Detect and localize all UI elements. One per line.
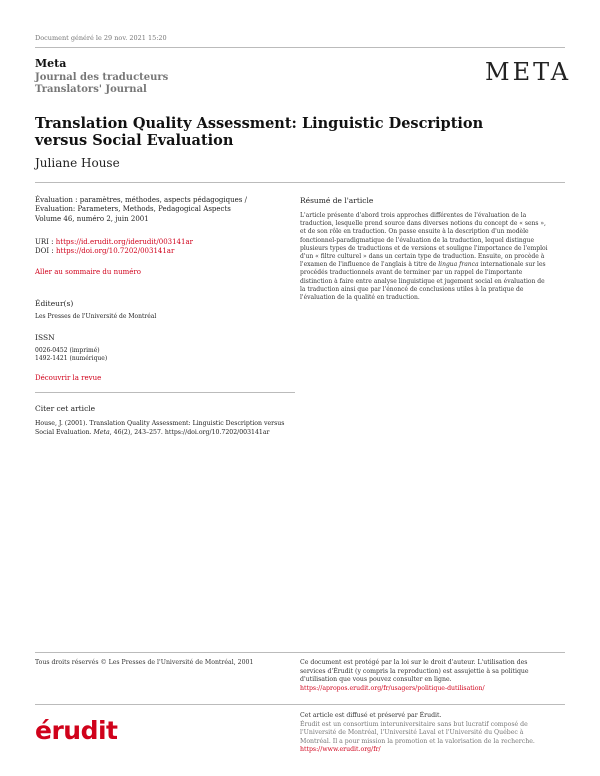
keywords xyxy=(35,196,285,224)
doi-line xyxy=(35,247,295,256)
issn-values xyxy=(35,347,107,363)
cite-heading: Citer cet article xyxy=(35,404,96,413)
abstract-heading: Résumé de l'article xyxy=(300,196,374,205)
citation-line-2: Social Evaluation. Meta, 46(2), 243–257. https://doi.org/10.7202/003141ar xyxy=(35,429,270,436)
publisher-heading: Éditeur(s) xyxy=(35,299,74,308)
generation-date: Document généré le 29 nov. 2021 15:20 xyxy=(35,34,167,42)
footer-divider xyxy=(35,652,565,653)
doi-link[interactable]: https://doi.org/10.7202/003141ar xyxy=(55,247,175,256)
policy-link[interactable]: https://apropos.erudit.org/fr/usagers/politique-dutilisation/ xyxy=(300,684,485,692)
article-author: Juliane House xyxy=(35,156,120,170)
copyright-notice xyxy=(300,659,552,693)
toc-link[interactable]: Aller au sommaire du numéro xyxy=(35,268,141,276)
identifiers xyxy=(35,238,295,257)
uri-link[interactable]: https://id.erudit.org/iderudit/003141ar xyxy=(55,238,193,246)
journal-subtitle-en: Translators' Journal xyxy=(35,84,147,95)
uri-label: URI : xyxy=(35,238,56,246)
journal-logo: META xyxy=(485,58,572,86)
diffusion-heading: Cet article est diffusé et préservé par Érudit. xyxy=(300,712,442,719)
header-divider xyxy=(35,47,565,48)
issue-info: Volume 46, numéro 2, juin 2001 xyxy=(35,214,149,223)
title-divider xyxy=(35,182,565,183)
keywords-fr: Évaluation : paramètres, méthodes, aspects pédagogiques / xyxy=(35,196,247,204)
cite-divider xyxy=(35,392,295,393)
erudit-description: Érudit est un consortium interuniversitaire sans but lucratif composé de l'Université de Montréal, l'Université Laval et l'Université du Québec à Montréal. Il a pour mission la promotion et la valorisation de la recherche. xyxy=(300,720,535,745)
journal-subtitle-fr: Journal des traducteurs xyxy=(35,72,169,83)
citation xyxy=(35,419,300,437)
abstract-text: L'article présente d'abord trois approches différentes de l'évaluation de la traduction, lesquelle prend source dans diverses notions du concept de « sens », et de son rôle en traduction. On passe ensuite à la description d'un modèle fonctionnel-paradigmatique de l'évaluation de la traduction, lequel distingue plusieurs types de traductions et de versions et souligne l'importance de l'emploi d'un « filtre culturel » dans un certain type de traduction. Ensuite, on procède à l'examen de l'influence de l'anglais à titre de lingua franca internationale sur les procédés traductionnels avant de terminer par un rappel de l'importante distinction à faire entre analyse linguistique et jugement social en évaluation de la traduction ainsi que par l'énoncé de conclusions utiles à la pratique de l'évaluation de la qualité en traduction. xyxy=(300,212,548,302)
erudit-logo: érudit xyxy=(35,716,118,745)
publisher-name: Les Presses de l'Université de Montréal xyxy=(35,313,157,320)
copyright-text: Ce document est protégé par la loi sur le droit d'auteur. L'utilisation des services d'Érudit (y compris la reproduction) est assujettie à sa politique d'utilisation que vous pouvez consulter en ligne. xyxy=(300,659,529,683)
rights-notice: Tous droits réservés © Les Presses de l'Université de Montréal, 2001 xyxy=(35,659,254,666)
issn-heading: ISSN xyxy=(35,333,55,342)
article-title: Translation Quality Assessment: Linguistic Description versus Social Evaluation xyxy=(35,115,484,149)
doi-label: DOI : xyxy=(35,247,56,256)
issn-print: 0026-0452 (imprimé) xyxy=(35,347,100,354)
erudit-link[interactable]: https://www.erudit.org/fr/ xyxy=(300,746,381,753)
issn-digital: 1492-1421 (numérique) xyxy=(35,355,108,362)
uri-line xyxy=(35,238,295,247)
erudit-info xyxy=(300,712,552,755)
erudit-divider xyxy=(35,704,565,705)
journal-name: Meta xyxy=(35,57,67,70)
keywords-en: Evaluation: Parameters, Methods, Pedagogical Aspects xyxy=(35,205,231,214)
citation-line-1: House, J. (2001). Translation Quality Assessment: Linguistic Description versus xyxy=(35,420,285,427)
discover-journal-link[interactable]: Découvrir la revue xyxy=(35,374,102,382)
